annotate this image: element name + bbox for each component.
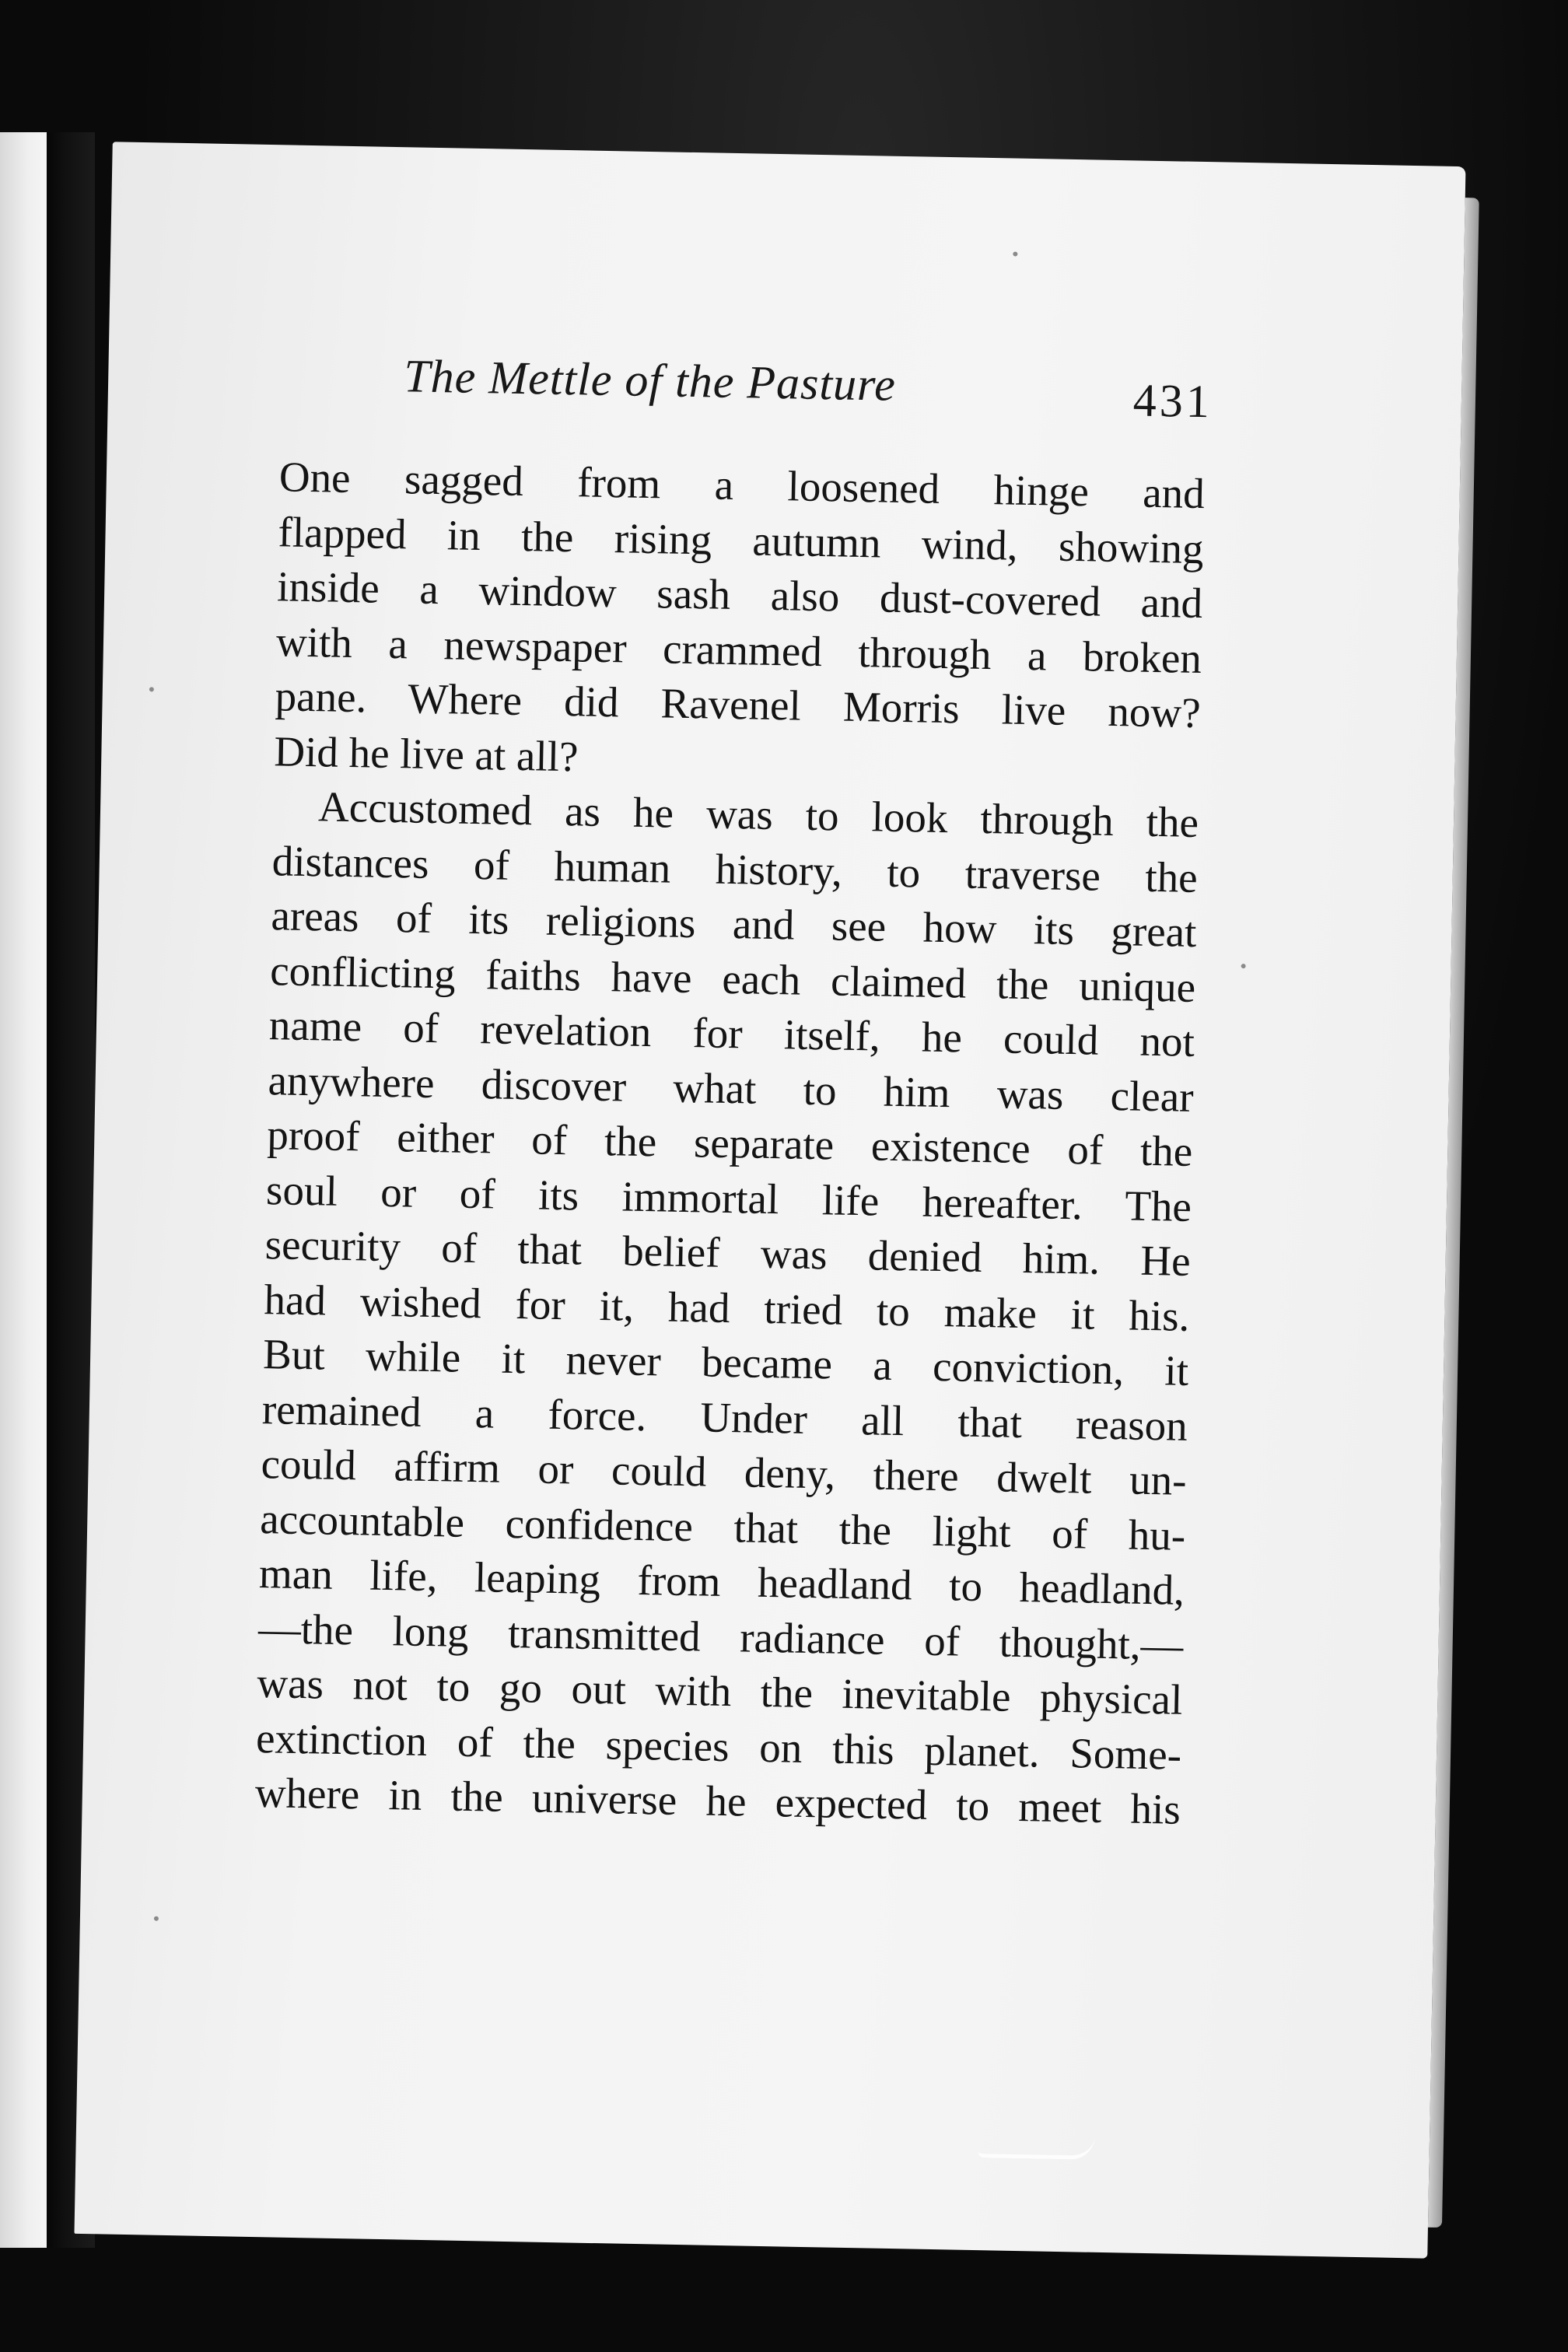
text-line: But while it never became a conviction, it xyxy=(262,1330,1189,1395)
text-line: name of revelation for itself, he could not xyxy=(268,1001,1195,1066)
text-line: had wished for it, had tried to make it his. xyxy=(264,1275,1190,1340)
text-line: man life, leaping from headland to headland, xyxy=(258,1549,1185,1614)
paper-speck xyxy=(149,687,154,691)
page-number: 431 xyxy=(1132,374,1213,428)
paper-speck xyxy=(1013,252,1017,257)
text-line: accountable confidence that the light of hu- xyxy=(259,1494,1186,1559)
paragraph-end-line: Did he live at all? xyxy=(273,726,579,780)
text-line: security of that belief was denied him. He xyxy=(264,1220,1192,1285)
paper-speck xyxy=(1241,964,1246,968)
paper-scuff xyxy=(978,2133,1095,2160)
paragraph-first-line: Accustomed as he was to look through the xyxy=(317,782,1199,847)
text-line: could affirm or could deny, there dwelt un- xyxy=(261,1440,1188,1504)
text-line: pane. Where did Ravenel Morris live now? xyxy=(275,672,1202,737)
text-line: areas of its religions and see how its great xyxy=(271,891,1197,956)
text-line: conflicting faiths have each claimed the unique xyxy=(269,946,1196,1011)
text-line: with a newspaper crammed through a broken xyxy=(275,617,1202,682)
book-page xyxy=(74,142,1465,2258)
text-line: —the long transmitted radiance of thought,— xyxy=(257,1604,1185,1669)
text-line: One sagged from a loosened hinge and xyxy=(278,453,1206,518)
text-line: inside a window sash also dust-covered and xyxy=(276,562,1203,628)
text-line: extinction of the species on this planet. Some- xyxy=(255,1713,1182,1779)
running-head-title: The Mettle of the Pasture xyxy=(403,350,897,411)
text-line: proof either of the separate existence of the xyxy=(266,1111,1193,1175)
body-text xyxy=(254,450,1205,1837)
text-line: flapped in the rising autumn wind, showing xyxy=(278,507,1205,572)
text-line: was not to go out with the inevitable physical xyxy=(256,1659,1183,1724)
text-line: where in the universe he expected to meet his xyxy=(254,1769,1181,1833)
facing-page-edge xyxy=(0,132,47,2248)
text-line: remained a force. Under all that reason xyxy=(261,1384,1188,1450)
running-head xyxy=(403,349,1213,450)
text-line: anywhere discover what to him was clear xyxy=(268,1055,1195,1121)
text-line: distances of human history, to traverse the xyxy=(271,836,1199,901)
text-line: soul or of its immortal life hereafter. The xyxy=(265,1165,1192,1230)
paper-speck xyxy=(154,1916,159,1921)
